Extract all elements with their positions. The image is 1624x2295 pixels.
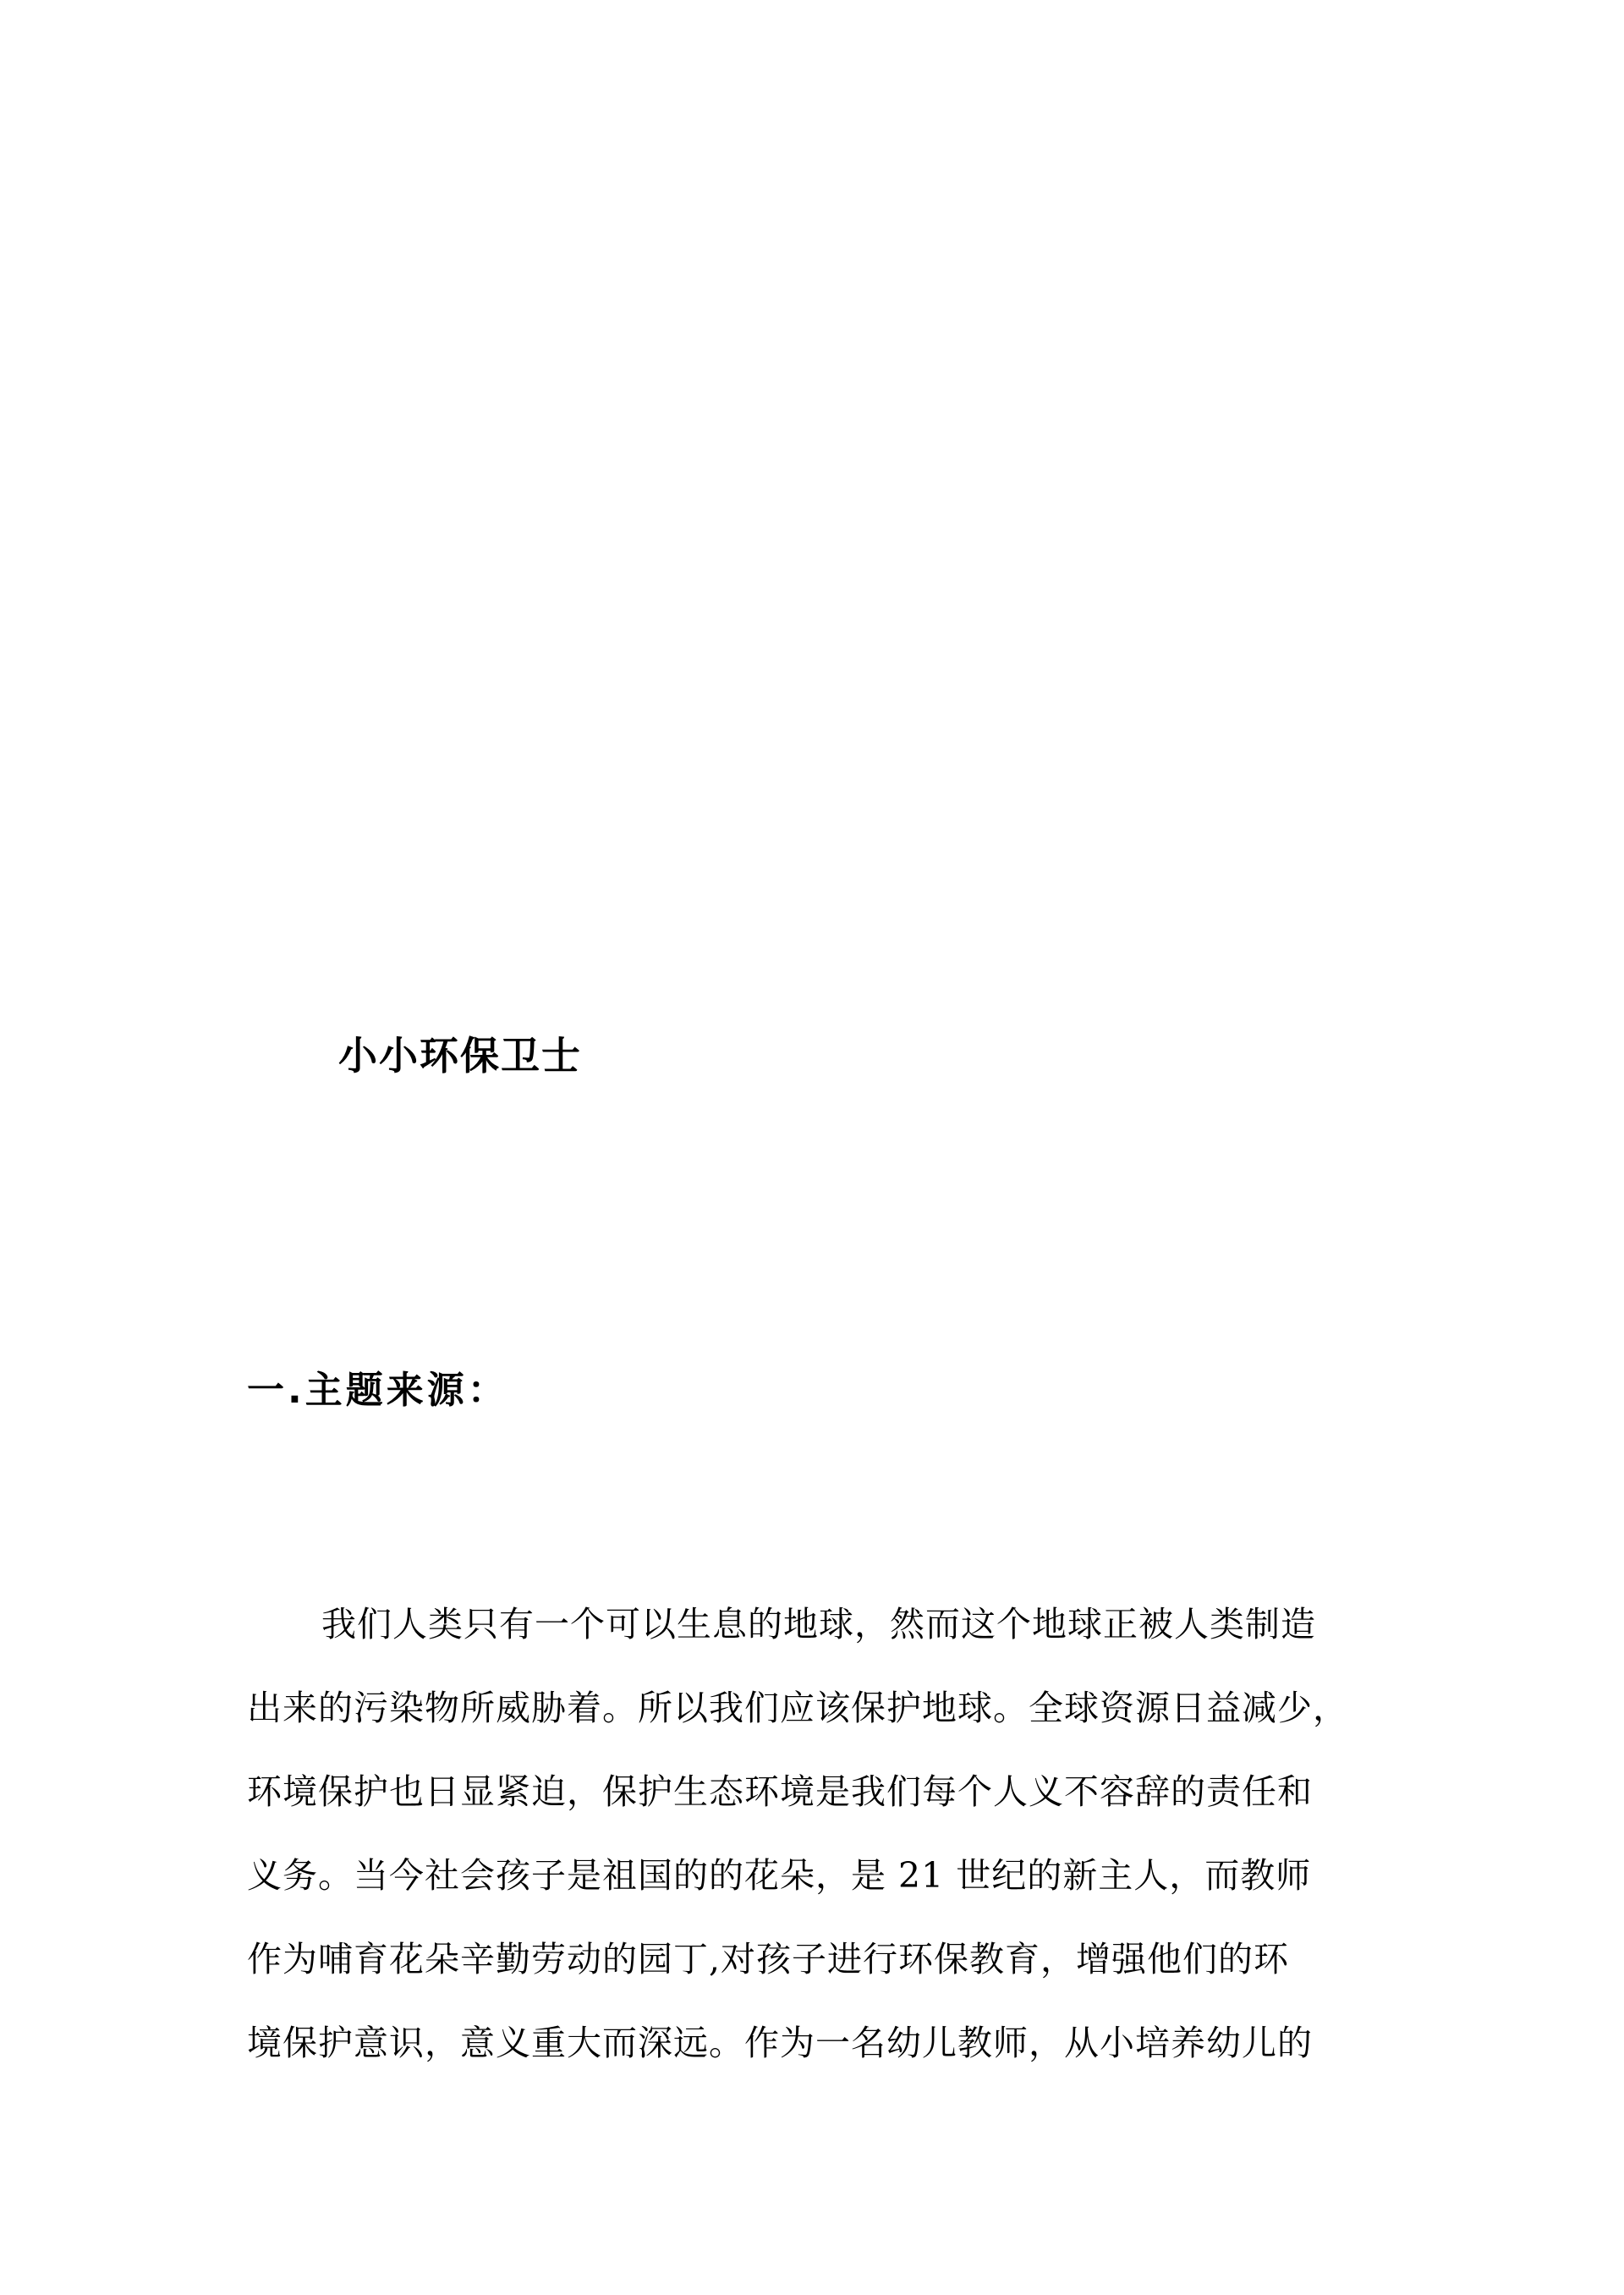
paragraph-line: 我们人类只有一个可以生息的地球，然而这个地球正被人类制造	[321, 1604, 1316, 1644]
paragraph-line: 义务。当今社会孩子是祖国的的花朵，是 21 世纪的新主人，而教师	[247, 1855, 1312, 1896]
paragraph-line: 境保护意识，意义重大而深远。作为一名幼儿教师，从小培养幼儿的	[247, 2023, 1313, 2063]
paragraph-line: 作为哺育花朵辛勤劳动的园丁,对孩子进行环保教育，增强他们的环	[247, 1939, 1290, 1979]
paragraph-line: 出来的污染物所威胁着。所以我们应该保护地球。全球资源日益减少，	[247, 1688, 1348, 1728]
body-paragraph	[247, 1595, 1397, 2097]
section-heading: 一.主题来源：	[247, 1369, 508, 1412]
paragraph-line: 环境保护也日显紧迫，保护生态环境是我们每个人义不容辞的责任和	[247, 1771, 1313, 1812]
document-title: 小小环保卫士	[338, 1033, 582, 1079]
